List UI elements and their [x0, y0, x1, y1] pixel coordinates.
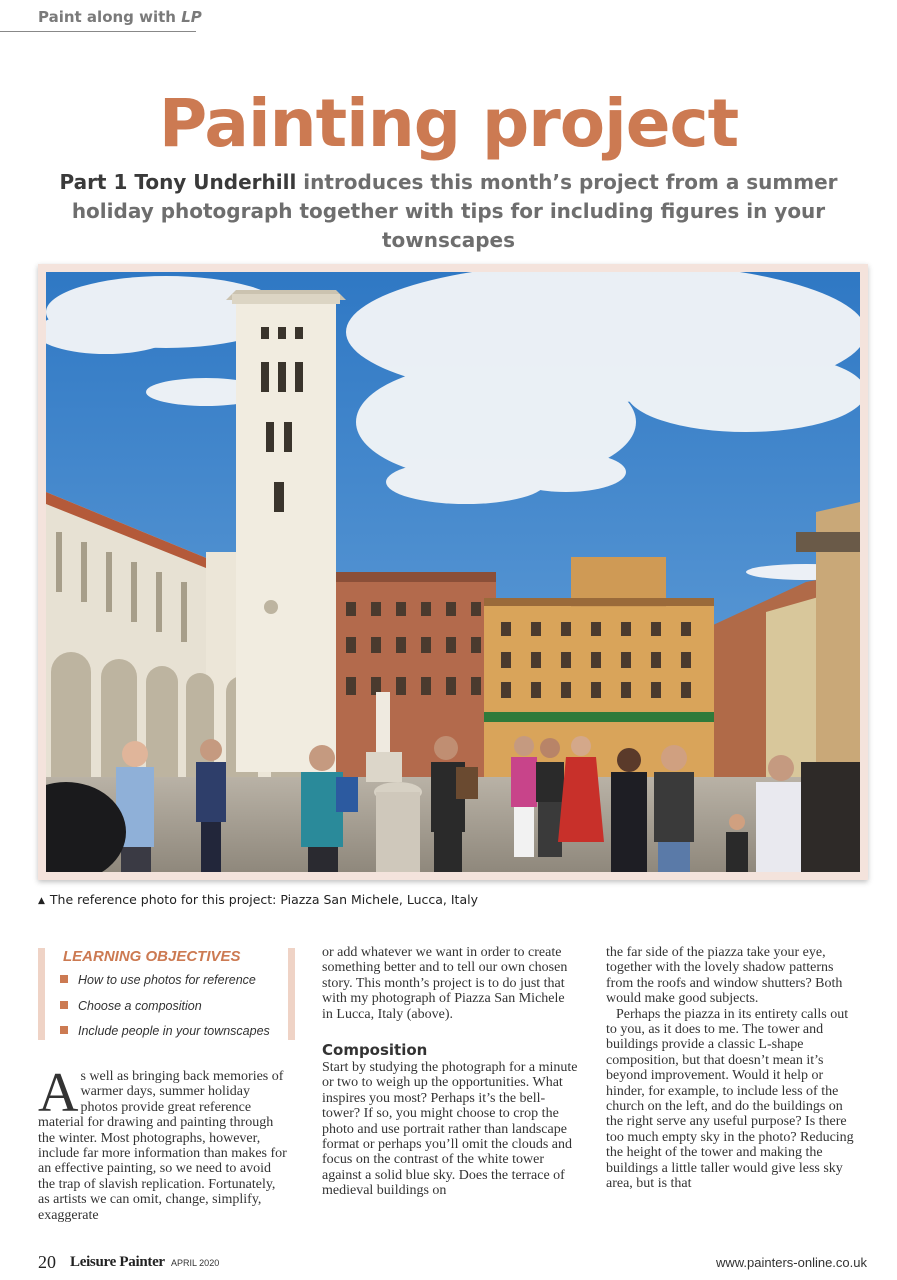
section-label — [38, 8, 202, 26]
objectives-list — [60, 972, 270, 1049]
objective-text: How to use photos for reference — [78, 973, 256, 987]
column-3-paragraph-1: the far side of the piazza take your eye, together with the lovely shadow patterns from the roofs and window shutters? Both would make good subjects. — [606, 945, 843, 1007]
column-2-intro: or add whatever we want in order to create something better and to tell our own chosen story. This month’s project is to do just that with my photograph of Piazza San Michele in Lucca, Italy (above). — [322, 945, 568, 1022]
photo-caption — [38, 892, 478, 907]
standfirst — [40, 168, 857, 255]
standfirst-text: introduces this month’s project from a summer holiday photograph together with tips for including figures in your townscapes — [71, 170, 838, 252]
caption-text: The reference photo for this project: Piazza San Michele, Lucca, Italy — [49, 892, 478, 907]
photo-frame — [38, 264, 868, 880]
body-column-1 — [38, 1062, 288, 1223]
objective-item — [60, 998, 270, 1024]
objectives-title: LEARNING OBJECTIVES — [63, 948, 241, 965]
objective-item — [60, 1023, 270, 1049]
section-label-lp: LP — [181, 8, 202, 26]
section-rule — [0, 31, 196, 32]
section-label-text: Paint along with — [38, 8, 182, 26]
issue-date: APRIL 2020 — [171, 1258, 220, 1268]
composition-heading: Composition — [322, 1041, 428, 1060]
bullet-square-icon — [60, 1026, 68, 1034]
column-3-paragraph-2: Perhaps the piazza in its entirety calls out to you, as it does to me. The tower and buildings provide a classic L-shape composition, but that doesn’t mean it’s beyond improvement. Would it help or hinder, for example, to include less of the church on the left, and do the buildings on the right serve any useful purpose? Is there too much empty sky in the photo? Reducing the height of the tower and making the buildings a little taller would give less sky area, but is that — [606, 1006, 854, 1192]
bullet-square-icon — [60, 975, 68, 983]
magazine-name: Leisure Painter — [70, 1254, 165, 1270]
reference-photo — [46, 272, 860, 872]
body-column-3 — [606, 945, 862, 1192]
objective-text: Include people in your townscapes — [78, 1024, 270, 1038]
objective-text: Choose a composition — [78, 998, 202, 1013]
column-1-text: s well as bringing back memories of warmer days, summer holiday photos provide great reference material for drawing and painting through the winter. Most photographs, however, include far more information than makes for an effective painting, so we need to avoid the trap of slavish replication. Fortunately, as artists we can omit, change, simplify, exaggerate — [38, 1069, 287, 1223]
page-number: 20 — [38, 1252, 56, 1272]
drop-cap: A — [38, 1062, 79, 1124]
bullet-square-icon — [60, 1001, 68, 1009]
column-2-composition: Start by studying the photograph for a minute or two to weigh up the opportunities. What inspires you most? Perhaps it’s the bell-tower? If so, you might choose to crop the photo and use portrait rather than landscape format or perhaps you’ll omit the clouds and focus on the contrast of the white tower against a solid blue sky. Does the terrace of medieval buildings on — [322, 1060, 578, 1199]
standfirst-author: Part 1 Tony Underhill — [59, 170, 297, 194]
website-url[interactable]: www.painters-online.co.uk — [715, 1255, 867, 1270]
caption-triangle-icon: ▲ — [38, 896, 45, 906]
body-column-2 — [322, 945, 578, 1199]
page-title: Painting project — [158, 85, 739, 162]
learning-objectives-box — [38, 948, 295, 1040]
objective-item — [60, 972, 270, 998]
